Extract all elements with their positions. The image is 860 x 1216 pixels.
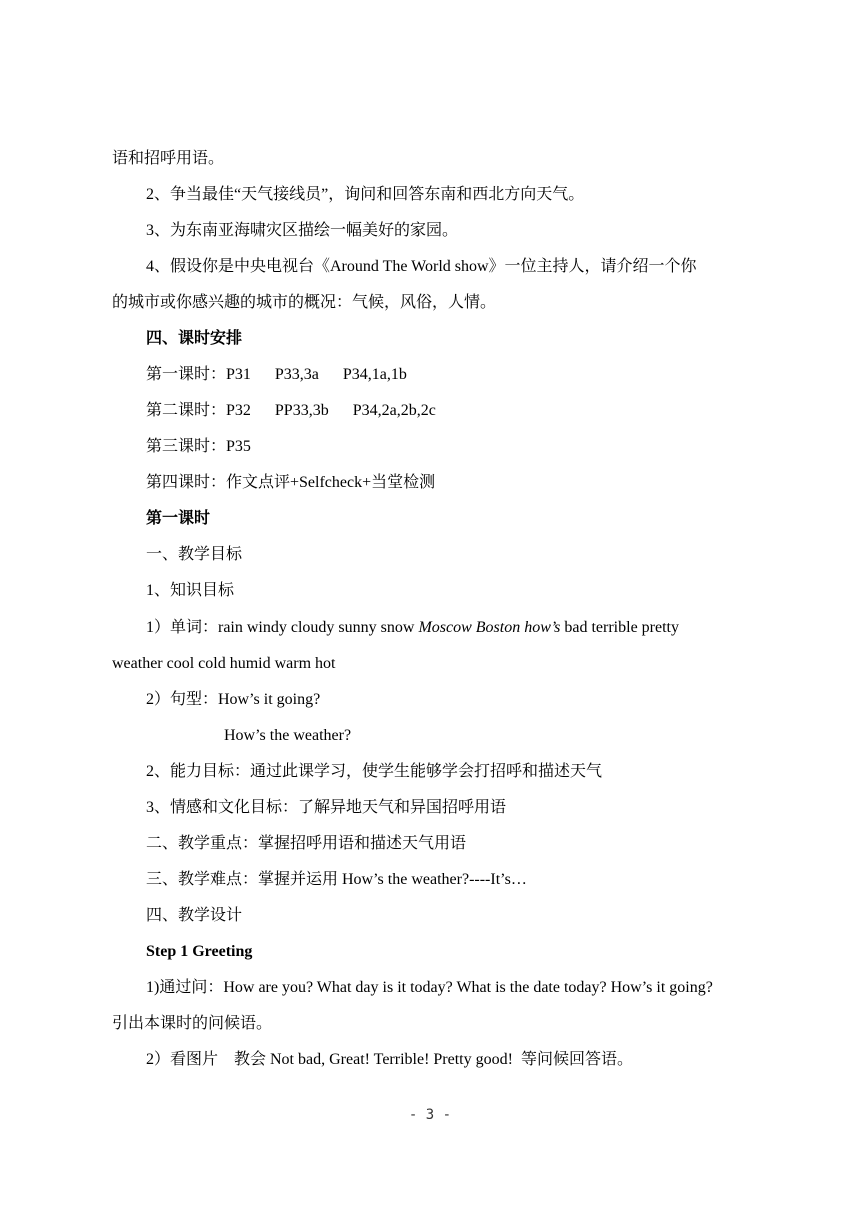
text-line: weather cool cold humid warm hot xyxy=(112,655,336,672)
text-line: 引出本课时的问候语。 xyxy=(112,1015,273,1032)
text-line: 语和招呼用语。 xyxy=(112,150,225,167)
text-line: 二、教学重点：掌握招呼用语和描述天气用语 xyxy=(146,835,467,852)
text-line: 3、为东南亚海啸灾区描绘一幅美好的家园。 xyxy=(146,222,459,239)
text-line: 4、假设你是中央电视台《Around The World show》一位主持人，请介绍一个你 xyxy=(146,258,697,275)
text-line: 第三课时：P35 xyxy=(146,438,251,455)
text-line: 一、教学目标 xyxy=(146,546,243,563)
page-number: - 3 - xyxy=(408,1107,452,1123)
text-line: How’s the weather? xyxy=(224,727,352,744)
section-heading: 第一课时 xyxy=(146,510,211,527)
text-line: 四、教学设计 xyxy=(146,907,243,924)
text-line: 1、知识目标 xyxy=(146,582,235,599)
step-heading: Step 1 Greeting xyxy=(146,943,253,960)
text-line: 第一课时：P31 P33,3a P34,1a,1b xyxy=(146,366,407,383)
text-line: 2）句型：How’s it going? xyxy=(146,691,321,708)
vocabulary-line xyxy=(146,618,679,638)
text-line: 第四课时：作文点评+Selfcheck+当堂检测 xyxy=(146,474,436,491)
text-line: 三、教学难点：掌握并运用 How’s the weather?----It’s… xyxy=(146,871,527,888)
text-line: 2）看图片 教会 Not bad, Great! Terrible! Pretty good! 等问候回答语。 xyxy=(146,1051,633,1068)
section-heading: 四、课时安排 xyxy=(146,330,243,347)
text-line: 1)通过问：How are you? What day is it today? What is the date today? How’s it going? xyxy=(146,979,713,996)
text-span: bad terrible pretty xyxy=(560,619,679,636)
text-line: 第二课时：P32 PP33,3b P34,2a,2b,2c xyxy=(146,402,436,419)
text-span: 1）单词：rain windy cloudy sunny snow xyxy=(146,619,419,636)
text-line: 3、情感和文化目标：了解异地天气和异国招呼用语 xyxy=(146,799,507,816)
italic-words: Moscow Boston how’s xyxy=(418,619,561,636)
text-line: 2、能力目标：通过此课学习，使学生能够学会打招呼和描述天气 xyxy=(146,763,603,780)
text-line: 2、争当最佳“天气接线员”，询问和回答东南和西北方向天气。 xyxy=(146,186,585,203)
text-line: 的城市或你感兴趣的城市的概况：气候，风俗，人情。 xyxy=(112,294,497,311)
